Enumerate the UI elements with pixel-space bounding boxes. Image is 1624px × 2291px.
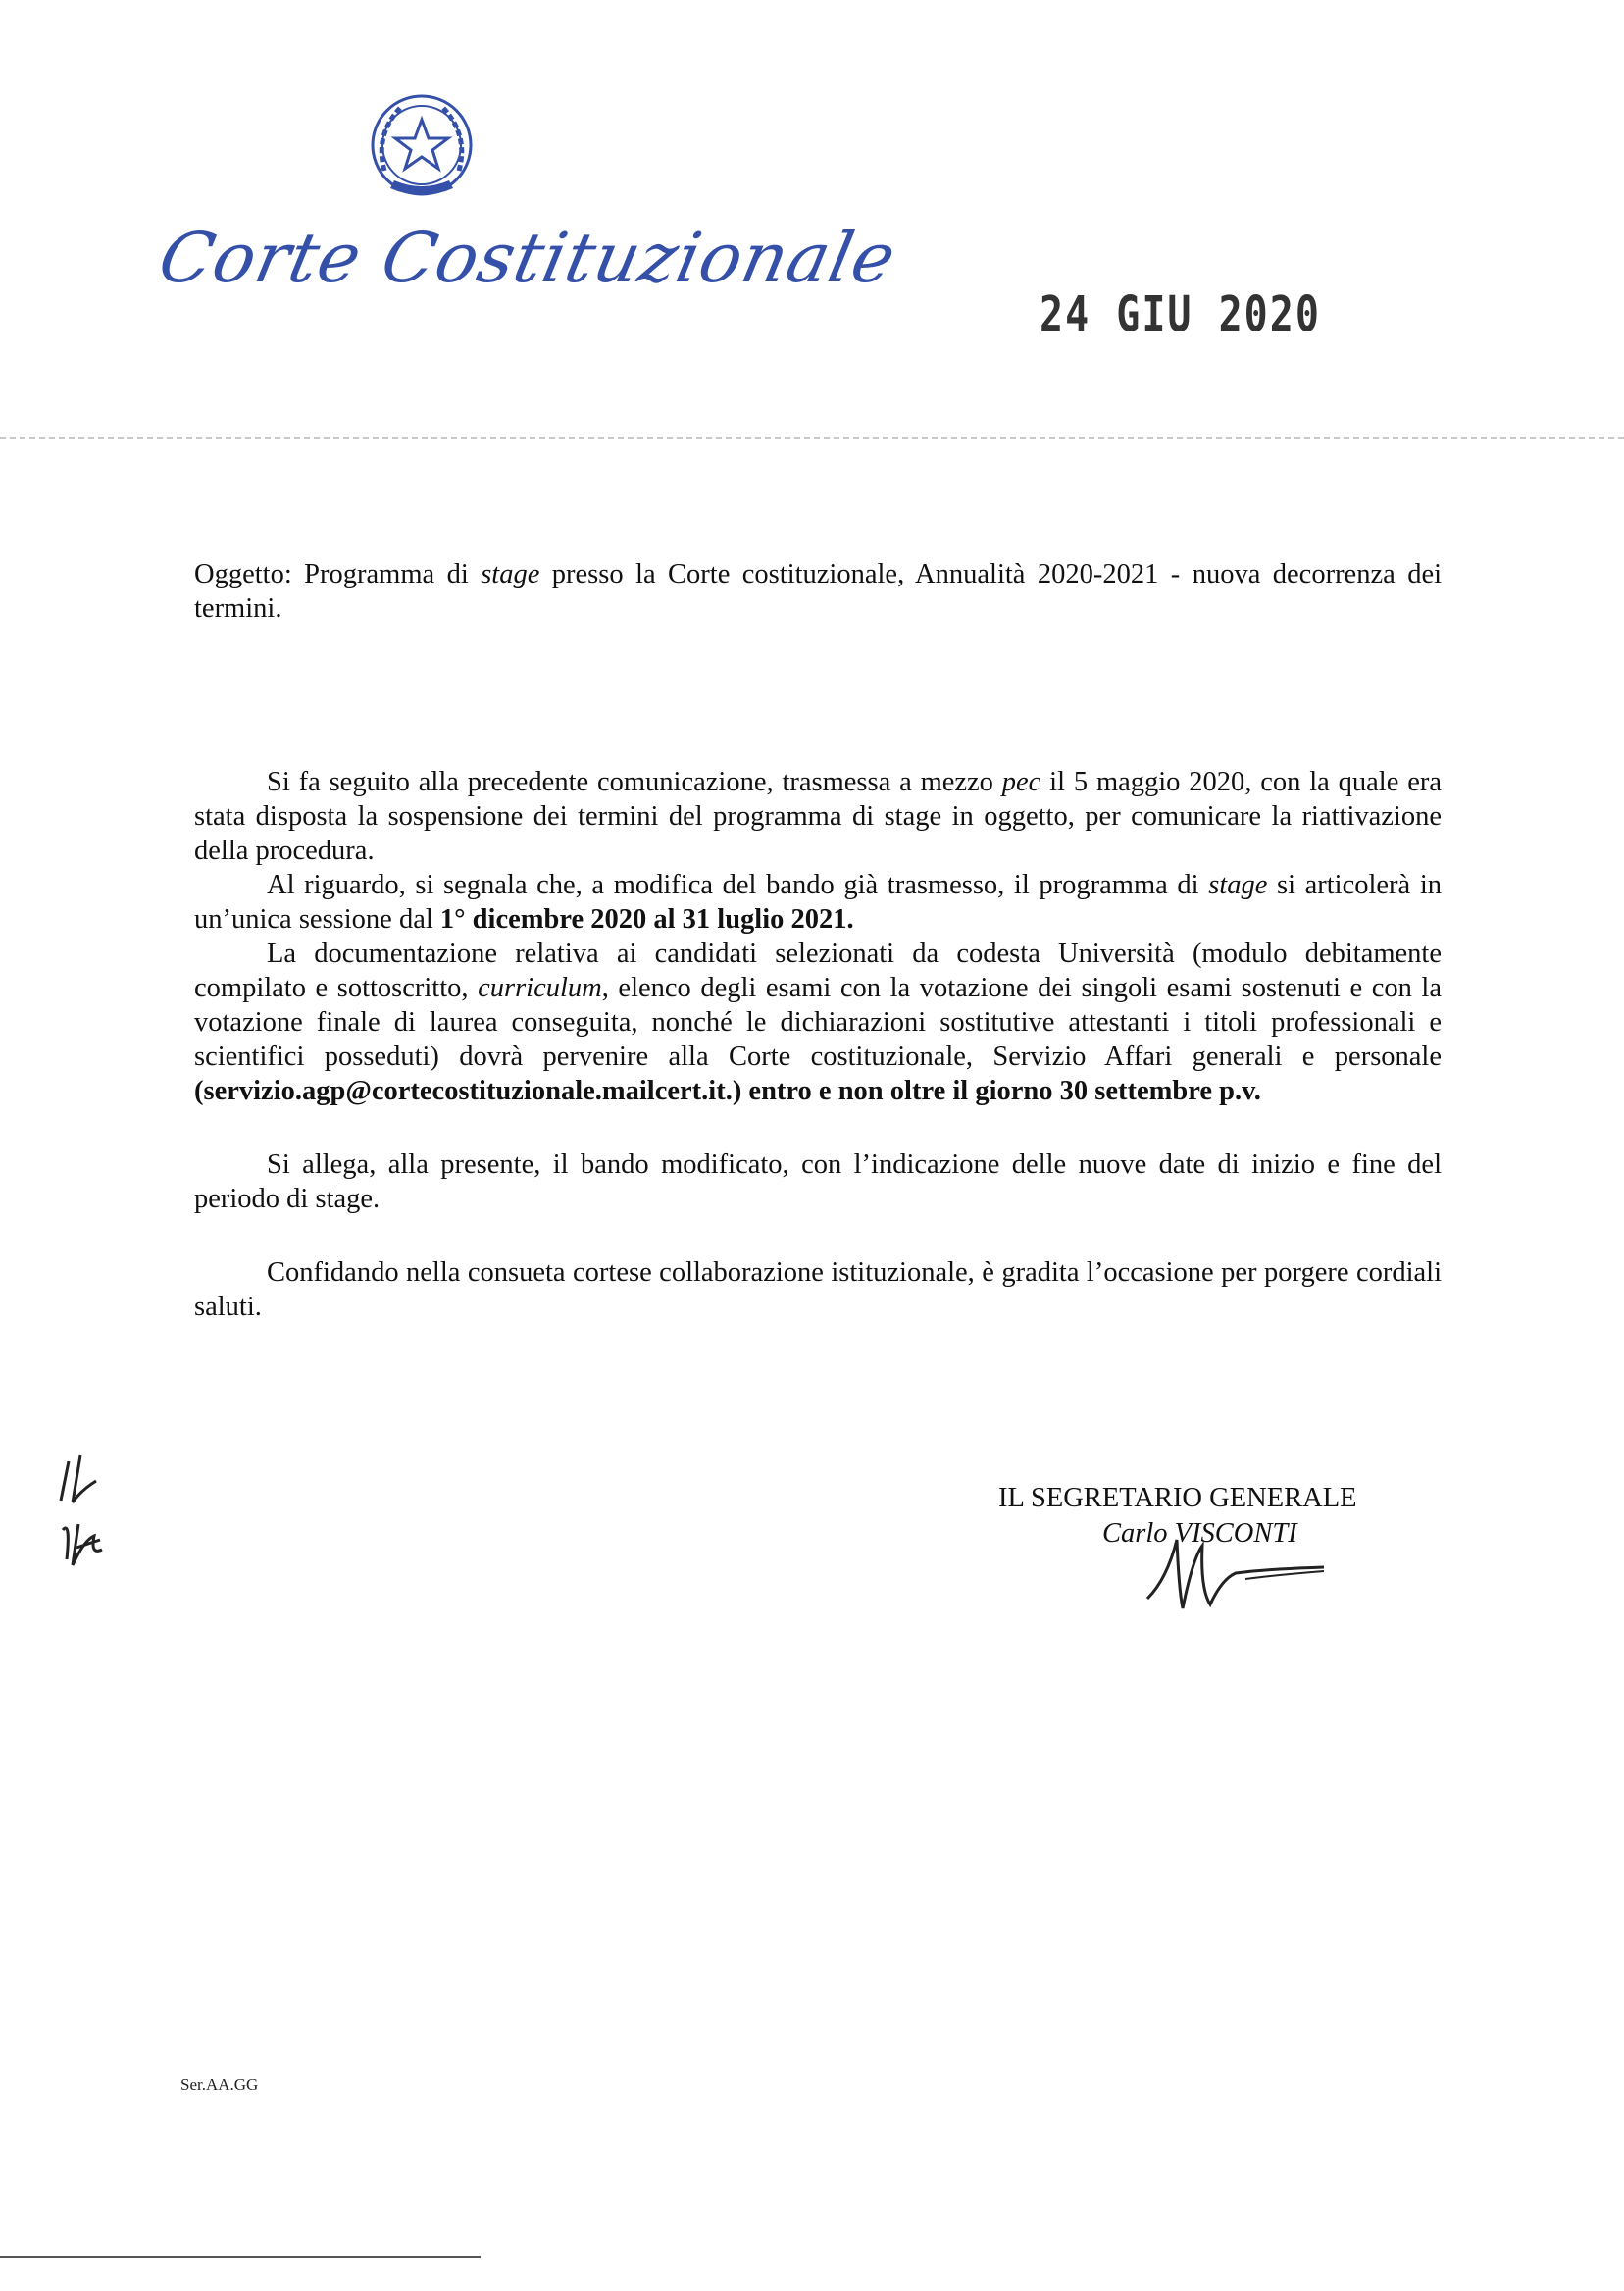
header-divider: [0, 437, 1624, 439]
paragraph-4: Si allega, alla presente, il bando modificato, con l’indicazione delle nuove date di inizio e fine del periodo di stage.: [194, 1149, 1442, 1214]
p1-text-b: il 5 maggio 2020, con la quale era stata disposta la sospensione dei termini del programma di stage in oggetto, per comunicare la riattivazione della procedura.: [194, 767, 1442, 866]
paragraph-3: [194, 937, 1442, 1108]
p3-text-a: La documentazione relativa ai candidati selezionati da codesta Università (modulo debitamente compilato e sottoscritto,: [194, 939, 1442, 1003]
p2-text-b: si articolerà in un’unica sessione dal: [194, 870, 1442, 935]
institution-name: Corte Costituzionale: [152, 218, 904, 298]
p3-italic: curriculum: [478, 973, 602, 1003]
subject-line: [194, 557, 1442, 626]
subject-text-2: presso la Corte costituzionale, Annualità 2020-2021 - nuova decorrenza dei termini.: [194, 559, 1443, 624]
bottom-divider: [0, 2256, 481, 2258]
p3-bold: (servizio.agp@cortecostituzionale.mailcert.it.) entro e non oltre il giorno 30 settembre p.v.: [194, 1076, 1261, 1106]
signatory-name: Carlo VISCONTI: [1102, 1518, 1297, 1549]
paragraph-2: [194, 868, 1442, 937]
p2-bold: 1° dicembre 2020 al 31 luglio 2021.: [439, 904, 854, 935]
signatory-title: IL SEGRETARIO GENERALE: [998, 1483, 1357, 1513]
p2-italic: stage: [1208, 870, 1268, 900]
handwritten-initials: [51, 1442, 139, 1569]
letter-body: [194, 765, 1442, 1324]
republic-emblem: [361, 86, 482, 208]
p1-text-a: Si fa seguito alla precedente comunicazione, trasmessa a mezzo: [267, 767, 1002, 797]
subject-italic: stage: [481, 559, 540, 589]
p1-italic: pec: [1001, 767, 1041, 797]
office-reference: Ser.AA.GG: [180, 2075, 259, 2094]
p3-text-b: , elenco degli esami con la votazione dei singoli esami sostenuti e con la votazione finale di laurea conseguita, nonché le dichiarazioni sostitutive attestanti i titoli professionali e scientifici posseduti) dovrà pervenire alla Corte costituzionale, Servizio Affari generali e personale: [194, 973, 1442, 1072]
paragraph-1: [194, 765, 1442, 868]
paragraph-5: Confidando nella consueta cortese collaborazione istituzionale, è gradita l’occasione per porgere cordiali saluti.: [194, 1257, 1442, 1322]
handwritten-signature: [1128, 1510, 1344, 1618]
date-stamp: 24 GIU 2020: [1040, 286, 1321, 343]
p2-text-a: Al riguardo, si segnala che, a modifica del bando già trasmesso, il programma di: [267, 870, 1209, 900]
subject-text-1: Programma di: [291, 559, 482, 589]
subject-label: Oggetto:: [194, 559, 292, 589]
